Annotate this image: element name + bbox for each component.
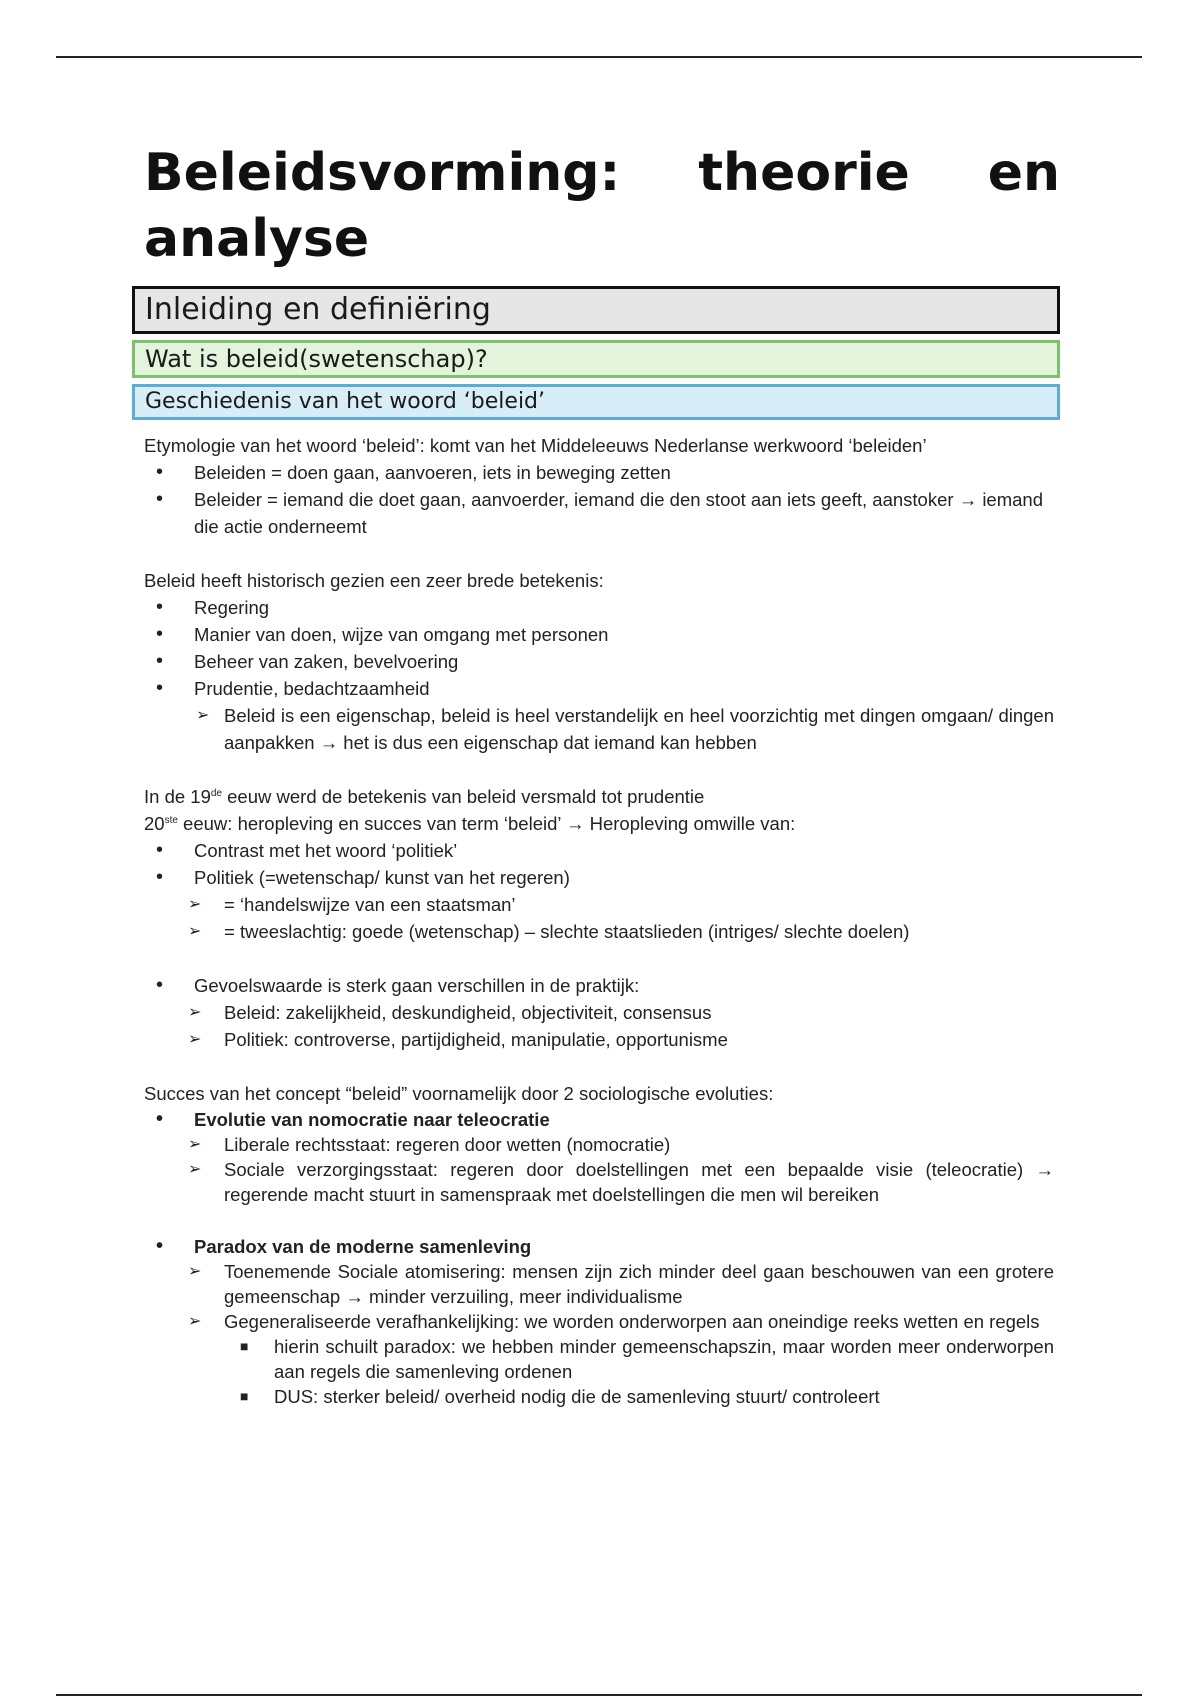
century-20-line: 20ste eeuw: heropleving en succes van term ‘beleid’ → Heropleving omwille van: [144,813,796,834]
etymology-list [144,459,1054,540]
list-item: • Beleider = iemand die doet gaan, aanvoerder, iemand die den stoot aan iets geeft, aanstoker → iemand die actie onderneemt [144,486,1054,540]
sub-list-item: ➢ = tweeslachtig: goede (wetenschap) – slechte staatslieden (intriges/ slechte doelen) [144,918,1054,945]
sub-sub-list-item: ■ hierin schuilt paradox: we hebben minder gemeenschapszin, maar worden meer onderworpen aan regels die samenleving ordenen [144,1334,1054,1384]
sub-sub-list-item: ■ DUS: sterker beleid/ overheid nodig die de samenleving stuurt/ controleert [144,1384,1054,1409]
success-list [144,1107,1054,1207]
list-item: • Regering [144,594,1054,621]
list-item: • Prudentie, bedachtzaamheid [144,675,1054,702]
paradox-list [144,1234,1054,1409]
etymology-intro: Etymologie van het woord ‘beleid’: komt van het Middeleeuws Nederlanse werkwoord ‘beleiden’ [144,435,927,456]
sub-list-item: ➢ Beleid: zakelijkheid, deskundigheid, objectiviteit, consensus [144,999,1054,1026]
title-word: Beleidsvorming: [144,143,621,203]
list-item: • Politiek (=wetenschap/ kunst van het regeren) [144,864,1054,891]
heading-2: Wat is beleid(swetenschap)? [132,340,1060,378]
list-item: • Gevoelswaarde is sterk gaan verschillen in de praktijk: [144,972,1054,999]
bottom-rule [56,1694,1142,1696]
list-item: • Manier van doen, wijze van omgang met personen [144,621,1054,648]
document-page [132,140,1060,1409]
century-list [144,837,1054,945]
success-intro: Succes van het concept “beleid” voornamelijk door 2 sociologische evoluties: [144,1083,774,1104]
sub-list-item: ➢ Liberale rechtsstaat: regeren door wetten (nomocratie) [144,1132,1054,1157]
history-list [144,594,1054,756]
top-rule [56,56,1142,58]
sub-list-item: ➢ Politiek: controverse, partijdigheid, manipulatie, opportunisme [144,1026,1054,1053]
list-item: • Beleiden = doen gaan, aanvoeren, iets in beweging zetten [144,459,1054,486]
century-19-line: In de 19de eeuw werd de betekenis van beleid versmald tot prudentie [144,786,705,807]
list-item: • Paradox van de moderne samenleving [144,1234,1054,1259]
title-word: analyse [144,209,370,269]
document-body [132,432,1060,1409]
feeling-list [144,972,1054,1053]
list-item: • Contrast met het woord ‘politiek’ [144,837,1054,864]
sub-list-item: ➢ Toenemende Sociale atomisering: mensen zijn zich minder deel gaan beschouwen van een grotere gemeenschap → minder verzuiling, meer individualisme [144,1259,1054,1309]
list-item: • Beheer van zaken, bevelvoering [144,648,1054,675]
list-item: • Evolutie van nomocratie naar teleocratie [144,1107,1054,1132]
document-title [132,140,1060,272]
title-word: theorie [698,143,910,203]
sub-list-item: ➢ = ‘handelswijze van een staatsman’ [144,891,1054,918]
heading-1: Inleiding en definiëring [132,286,1060,334]
history-intro: Beleid heeft historisch gezien een zeer brede betekenis: [144,570,604,591]
title-word: en [987,143,1060,203]
sub-list-item: ➢ Gegeneraliseerde verafhankelijking: we worden onderworpen aan oneindige reeks wetten en regels [144,1309,1054,1334]
sub-list-item: ➢ Beleid is een eigenschap, beleid is heel verstandelijk en heel voorzichtig met dingen omgaan/ dingen aanpakken → het is dus een eigenschap dat iemand kan hebben [144,702,1054,756]
heading-3: Geschiedenis van het woord ‘beleid’ [132,384,1060,420]
sub-list-item: ➢ Sociale verzorgingsstaat: regeren door doelstellingen met een bepaalde visie (teleocratie) → regerende macht stuurt in samenspraak met doelstellingen die men wil bereiken [144,1157,1054,1207]
